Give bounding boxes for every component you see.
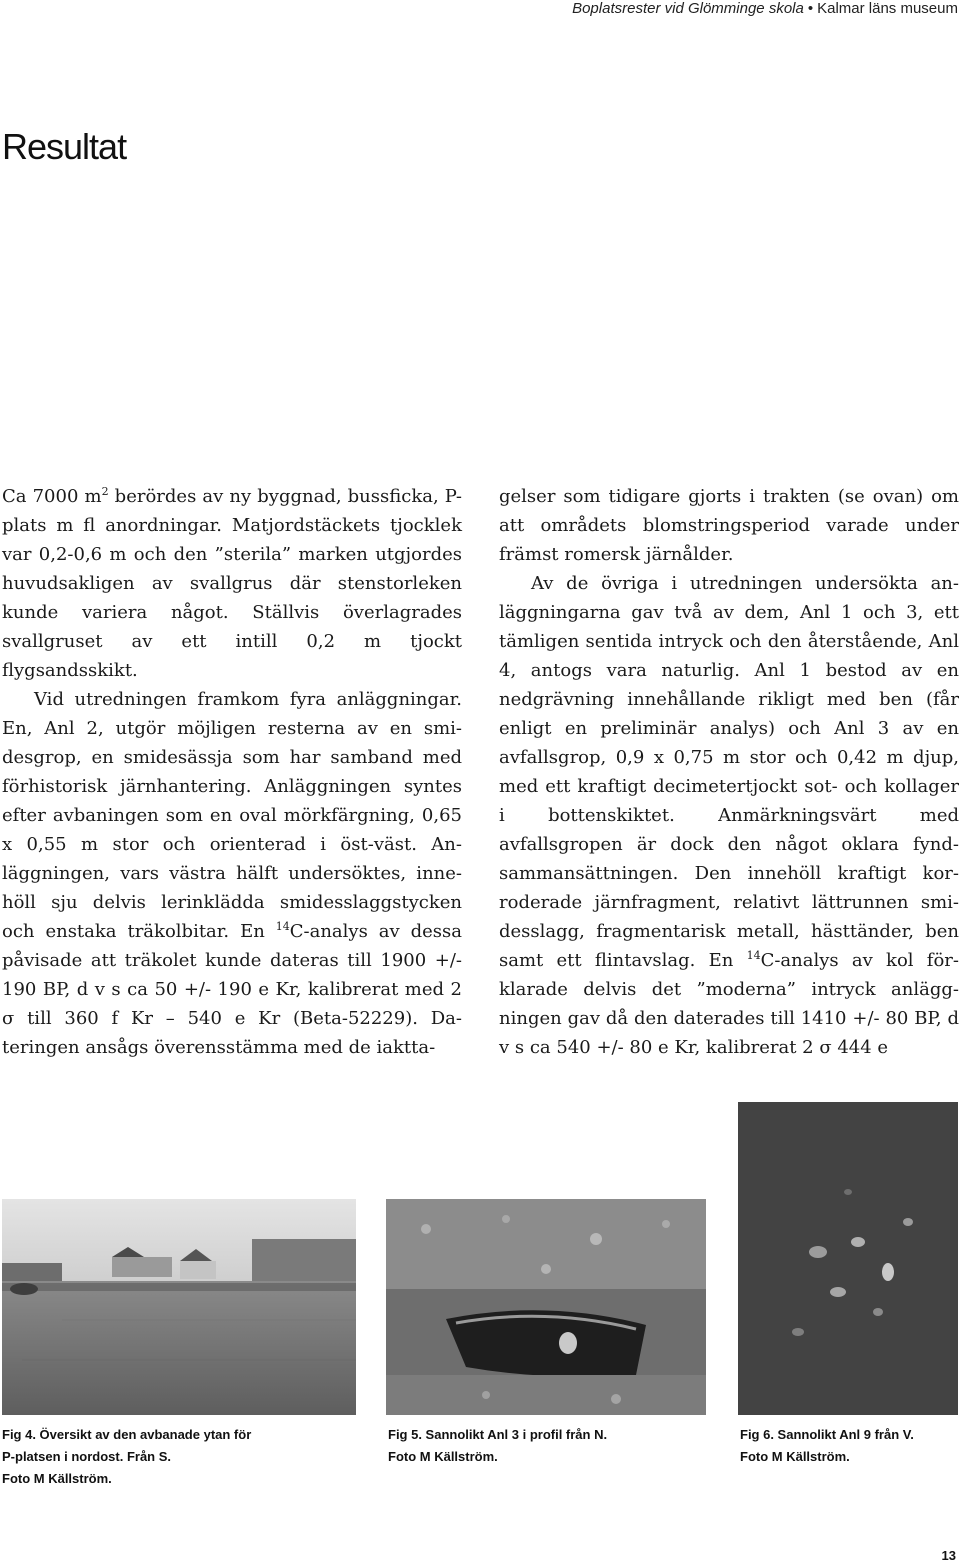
caption-line: Fig 5. Sannolikt Anl 3 i profil från N. — [388, 1427, 608, 1442]
figure-5-photo — [386, 1199, 706, 1415]
superscript: 14 — [275, 920, 290, 933]
superscript: 2 — [101, 485, 109, 498]
figure-5-caption — [388, 1424, 607, 1468]
caption-line: Foto M Källström. — [388, 1449, 498, 1464]
text-run: berördes av ny byggnad, bussficka, P-plats m fl anordningar. Matjordstäckets tjocklek var 0,2-0,6 m och den ”sterila” marken utgjordes huvudsakligen av svallgrus där stenstorleken kunde variera något. Ställvis överlagrades svallgruset av ett intill 0,2 m tjockt flygsandsskikt. — [2, 486, 462, 681]
left-text-column — [2, 482, 462, 1062]
section-title: Resultat — [2, 126, 127, 167]
text-run: Ca 7000 m — [2, 486, 102, 507]
paragraph — [499, 482, 959, 569]
figure-6-photo — [738, 1102, 958, 1415]
page-number: 13 — [941, 1548, 956, 1563]
figure-6-caption — [740, 1424, 914, 1468]
text-run: C-analys av kol förklarade delvis det ”moderna” intryck anläggningen gav då den daterades till 1410 +/- 80 BP, d v s ca 540 +/- 80 e Kr, kalibrerat 2 σ 444 e — [499, 950, 959, 1058]
text-run: gelser som tidigare gjorts i trakten (se ovan) om att områdets blomstringsperiod varade under främst romersk järnålder. — [499, 486, 959, 565]
running-header — [572, 0, 958, 24]
figure-4-caption — [2, 1424, 251, 1490]
caption-line: Fig 4. Översikt av den avbanade ytan för — [2, 1427, 252, 1442]
caption-line: Foto M Källström. — [740, 1449, 850, 1464]
text-run: Vid utredningen framkom fyra anläggningar. En, Anl 2, utgör möjligen resterna av en smidesgrop, en smidesässja som har samband med förhistorisk järnhantering. Anläggningen syntes efter avbaningen som en oval mörkfärgning, 0,65 x 0,55 m stor och orienterad i öst-väst. Anläggningen, vars västra hälft undersöktes, innehöll sju delvis lerinklädda smidesslaggstycken och enstaka träkolbitar. En — [2, 689, 462, 942]
paragraph — [499, 569, 959, 1062]
text-run: C-analys av dessa påvisade att träkolet kunde dateras till 1900 +/- 190 BP, d v s ca 50 +/- 190 e Kr, kalibrerat med 2 σ till 360 f Kr – 540 e Kr (Beta-52229). Dateringen ansågs överensstämma med de iaktta- — [2, 921, 462, 1058]
figure-4-photo — [2, 1199, 356, 1415]
paragraph — [2, 685, 462, 1062]
caption-line: Fig 6. Sannolikt Anl 9 från V. — [740, 1427, 914, 1442]
paragraph — [2, 482, 462, 685]
caption-line: Foto M Källström. — [2, 1471, 112, 1486]
header-separator: • — [807, 0, 814, 17]
publisher-name: Kalmar läns museum — [817, 0, 958, 17]
superscript: 14 — [746, 949, 761, 962]
caption-line: P-platsen i nordost. Från S. — [2, 1449, 172, 1464]
right-text-column — [499, 482, 959, 1062]
series-title: Boplatsrester vid Glömminge skola — [572, 0, 804, 17]
text-run: Av de övriga i utredningen undersökta anläggningarna gav två av dem, Anl 1 och 3, ett tämligen sentida intryck och den återstående, Anl 4, antogs vara naturlig. Anl 1 bestod av en nedgrävning innehållande rikligt med ben (får enligt en preliminär analys) och Anl 3 av en avfallsgrop, 0,9 x 0,75 m stor och 0,42 m djup, med ett kraftigt decimetertjockt sot- och kollager i bottenskiktet. Anmärkningsvärt med avfallsgropen är dock den något oklara fyndsammansättningen. Den innehöll kraftigt korroderade järnfragment, relativt lättrunnen smidesslagg, fragmentarisk metall, hästtänder, ben samt ett flintavslag. En — [499, 573, 959, 971]
